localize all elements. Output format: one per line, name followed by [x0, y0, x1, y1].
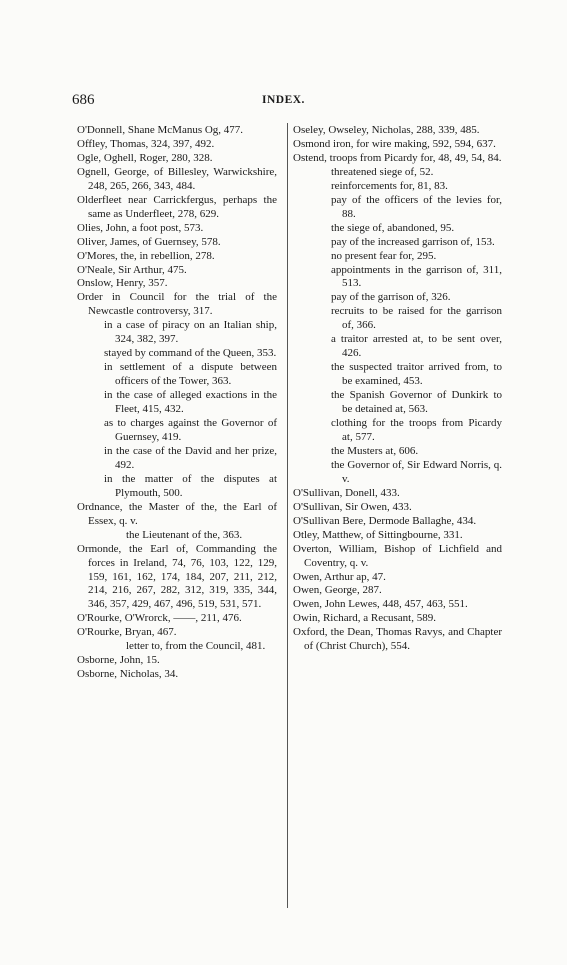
column-divider — [287, 123, 288, 908]
running-head: INDEX. — [262, 94, 305, 106]
index-column-left — [77, 124, 277, 682]
index-entry: pay of the increased garrison of, 153. — [331, 235, 495, 248]
index-entry: Ostend, troops from Picardy for, 48, 49, 54, 84. — [293, 151, 502, 164]
index-entry: reinforcements for, 81, 83. — [331, 179, 448, 192]
index-entry: O'Donnell, Shane McManus Og, 477. — [77, 124, 244, 136]
index-entry: O'Rourke, O'Wrorck, ——, 211, 476. — [77, 612, 242, 625]
index-entry: O'Mores, the, in rebellion, 278. — [77, 249, 215, 262]
page-header — [72, 92, 502, 110]
index-entry: the Governor of, Sir Edward Norris, q. v. — [331, 458, 502, 485]
index-entry: clothing for the troops from Picardy at, 577. — [331, 417, 502, 443]
index-entry: O'Sullivan, Donell, 433. — [293, 486, 400, 499]
index-entry: Owin, Richard, a Recusant, 589. — [293, 612, 436, 625]
index-entry: Owen, John Lewes, 448, 457, 463, 551. — [293, 598, 468, 611]
index-entry: Ogle, Oghell, Roger, 280, 328. — [77, 151, 213, 164]
index-entry: Oliver, James, of Guernsey, 578. — [77, 235, 221, 248]
index-entry: as to charges against the Governor of Guernsey, 419. — [104, 417, 277, 443]
index-entry: Order in Council for the trial of the Newcastle controversy, 317. — [77, 291, 277, 318]
index-entry: in the matter of the disputes at Plymouth, 500. — [104, 472, 277, 499]
index-entry: Olderfleet near Carrickfergus, perhaps the same as Underfleet, 278, 629. — [77, 193, 277, 220]
index-entry: recruits to be raised for the garrison of, 366. — [331, 305, 502, 332]
index-entry: Oxford, the Dean, Thomas Ravys, and Chapter of (Christ Church), 554. — [293, 626, 502, 653]
index-entry: letter to, from the Council, 481. — [126, 640, 266, 653]
index-entry: in a case of piracy on an Italian ship, 324, 382, 397. — [104, 319, 277, 346]
index-entry: Otley, Matthew, of Sittingbourne, 331. — [293, 528, 463, 541]
index-entry: O'Sullivan, Sir Owen, 433. — [293, 500, 412, 513]
index-entry: the Spanish Governor of Dunkirk to be detained at, 563. — [331, 389, 502, 416]
index-entry: in settlement of a dispute between officers of the Tower, 363. — [104, 361, 277, 388]
index-entry: O'Sullivan Bere, Dermode Ballaghe, 434. — [293, 514, 477, 527]
index-entry: pay of the officers of the levies for, 88. — [331, 193, 502, 220]
index-entry: O'Neale, Sir Arthur, 475. — [77, 263, 187, 276]
index-entry: Oseley, Owseley, Nicholas, 288, 339, 485. — [293, 124, 480, 136]
index-entry: Owen, Arthur ap, 47. — [293, 570, 386, 583]
index-column-right — [293, 124, 502, 654]
index-entry: Onslow, Henry, 357. — [77, 277, 168, 290]
index-entry: Olies, John, a foot post, 573. — [77, 221, 204, 234]
index-entry: the siege of, abandoned, 95. — [331, 221, 455, 234]
index-entry: in the case of the David and her prize, 492. — [104, 444, 277, 471]
index-entry: Owen, George, 287. — [293, 584, 382, 597]
index-entry: pay of the garrison of, 326. — [331, 291, 451, 304]
index-entry: the Musters at, 606. — [331, 444, 419, 457]
index-entry: the suspected traitor arrived from, to be examined, 453. — [331, 361, 502, 388]
index-entry: stayed by command of the Queen, 353. — [104, 347, 277, 360]
index-entry: Ordnance, the Master of the, the Earl of Essex, q. v. — [77, 500, 277, 527]
index-entry: Osmond iron, for wire making, 592, 594, 637. — [293, 137, 496, 150]
page-number: 686 — [72, 92, 95, 108]
index-entry: Osborne, John, 15. — [77, 654, 160, 667]
index-entry: Offley, Thomas, 324, 397, 492. — [77, 137, 215, 150]
index-entry: O'Rourke, Bryan, 467. — [77, 626, 177, 639]
index-entry: Osborne, Nicholas, 34. — [77, 668, 179, 681]
index-entry: no present fear for, 295. — [331, 249, 437, 262]
index-entry: in the case of alleged exactions in the Fleet, 415, 432. — [104, 389, 277, 416]
index-entry: appointments in the garrison of, 311, 513. — [331, 263, 502, 290]
index-entry: Ormonde, the Earl of, Commanding the forces in Ireland, 74, 76, 103, 122, 129, 159, 161, 162, 174, 184, 207, 211, 212, 214, 216, 267, 282, 312, 319, 335, 344, 346, 357, 429, 467, 496, 519, 531, 571. — [77, 542, 277, 611]
index-entry: Ognell, George, of Billesley, Warwickshire, 248, 265, 266, 343, 484. — [77, 165, 277, 192]
index-entry: the Lieutenant of the, 363. — [126, 528, 243, 541]
index-entry: a traitor arrested at, to be sent over, 426. — [331, 333, 502, 360]
index-entry: Overton, William, Bishop of Lichfield and Coventry, q. v. — [293, 542, 502, 569]
index-entry: threatened siege of, 52. — [331, 165, 434, 178]
